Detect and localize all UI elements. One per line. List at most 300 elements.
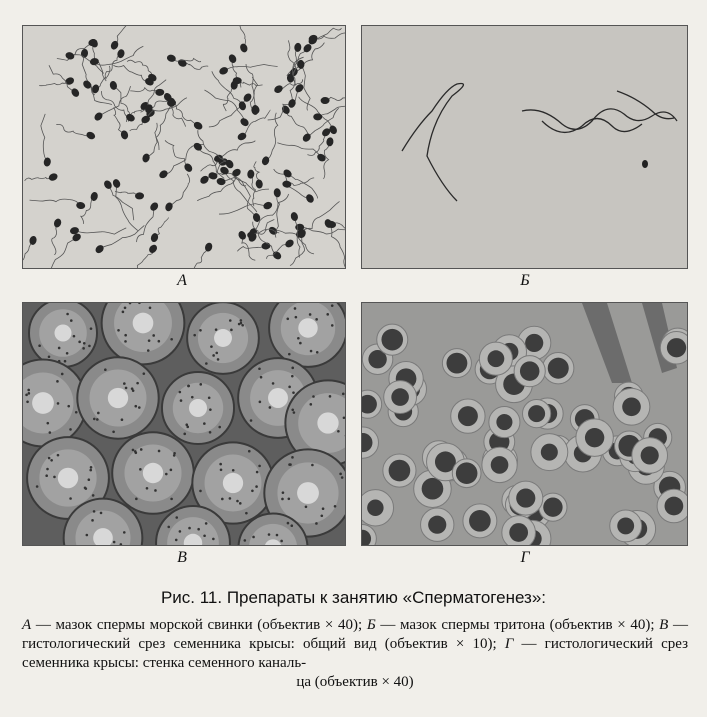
- nucleus-dot: [315, 318, 318, 321]
- sperm-head: [102, 179, 113, 190]
- legend-a-text: — мазок спермы морской свинки (объектив × 40);: [31, 617, 367, 633]
- nucleus-dot: [309, 313, 312, 316]
- nucleus-dot: [250, 419, 253, 422]
- nucleus-dot: [27, 389, 30, 392]
- nucleus-dot: [49, 431, 52, 434]
- nucleus-dot: [203, 422, 206, 425]
- nucleus-dot: [136, 382, 139, 385]
- nucleus-dot: [170, 338, 173, 341]
- sperm-tail: [318, 106, 345, 117]
- nucleus-dot: [140, 448, 143, 451]
- sperm-tail: [52, 223, 58, 255]
- nucleus-dot: [135, 498, 138, 501]
- nucleus-dot: [45, 474, 48, 477]
- sperm-tail: [286, 110, 308, 134]
- sperm-smear-newt: [362, 26, 687, 268]
- nucleus-dot: [90, 466, 93, 469]
- seminiferous-tubule-wall: [362, 303, 687, 545]
- nucleus-dot: [282, 491, 285, 494]
- sperm-tail: [169, 174, 190, 207]
- nucleus-dot: [312, 395, 315, 398]
- sperm-head: [192, 120, 203, 131]
- nucleus-dot: [256, 471, 259, 474]
- sperm-tail: [204, 90, 244, 122]
- nucleus-dot: [57, 454, 60, 457]
- sperm-tail: [113, 65, 149, 81]
- newt-sperm: [402, 84, 463, 202]
- nucleus-dot: [197, 528, 200, 531]
- nucleus-dot: [288, 498, 291, 501]
- nucleus-dot: [147, 349, 150, 352]
- nucleus-dot: [329, 395, 332, 398]
- nucleus-dot: [232, 469, 235, 472]
- nucleus-dot: [132, 449, 135, 452]
- nucleus-dot: [331, 304, 334, 307]
- sperm-head: [216, 177, 226, 186]
- nucleus-dot: [125, 387, 128, 390]
- sperm-head: [70, 87, 81, 98]
- nucleus-dot: [158, 450, 161, 453]
- nucleus-dot: [48, 457, 51, 460]
- nucleus-dot: [297, 337, 300, 340]
- nucleus-dot: [89, 469, 92, 472]
- nucleus-dot: [188, 527, 191, 530]
- nucleus-dot: [83, 342, 86, 345]
- sperm-tail: [224, 64, 278, 70]
- cell-nucleus: [525, 334, 543, 352]
- nucleus-dot: [93, 418, 96, 421]
- nucleus-dot: [173, 452, 176, 455]
- sperm-head: [237, 230, 247, 241]
- sperm-head: [112, 178, 122, 189]
- sperm-head: [199, 174, 210, 185]
- legend-v-letter: В: [659, 617, 669, 633]
- nucleus-dot: [251, 489, 254, 492]
- nucleus-dot: [179, 530, 182, 533]
- sperm-head: [316, 152, 327, 163]
- nucleus-dot: [291, 367, 294, 370]
- nucleus-dot: [281, 498, 284, 501]
- nucleus-dot: [215, 328, 218, 331]
- sperm-head: [166, 54, 177, 63]
- nucleus-dot: [66, 313, 69, 316]
- nucleus-dot: [117, 329, 120, 332]
- sperm-smear-guinea-pig: [23, 26, 345, 268]
- nucleus-dot: [57, 402, 60, 405]
- nucleus-dot: [124, 340, 127, 343]
- nucleus-dot: [88, 478, 91, 481]
- nucleus-dot: [186, 426, 189, 429]
- sperm-head: [284, 238, 295, 249]
- sperm-head: [255, 179, 263, 189]
- sperm-head: [109, 80, 118, 90]
- nucleus-dot: [183, 433, 186, 436]
- panel-v-label: В: [177, 549, 187, 566]
- sperm-tail: [300, 227, 345, 234]
- nucleus-dot: [290, 524, 293, 527]
- nucleus-dot: [93, 510, 96, 513]
- tubule-lumen: [133, 313, 154, 334]
- cell-nucleus: [456, 462, 478, 484]
- nucleus-dot: [268, 533, 271, 536]
- nucleus-dot: [217, 358, 220, 361]
- nucleus-dot: [292, 391, 295, 394]
- sperm-head: [29, 235, 38, 245]
- sperm-tail: [219, 204, 268, 214]
- nucleus-dot: [191, 396, 194, 399]
- sperm-tail: [56, 124, 90, 136]
- nucleus-dot: [260, 376, 263, 379]
- sperm-tail: [156, 102, 172, 150]
- sperm-tail: [116, 183, 138, 230]
- nucleus-dot: [56, 380, 59, 383]
- sperm-head: [109, 40, 119, 51]
- nucleus-dot: [299, 342, 302, 345]
- nucleus-dot: [291, 456, 294, 459]
- nucleus-dot: [134, 450, 137, 453]
- sperm-head: [297, 60, 305, 70]
- figure-title: Рис. 11. Препараты к занятию «Сперматогенез»:: [160, 588, 547, 607]
- cell-nucleus: [469, 510, 491, 532]
- sperm-tail: [172, 100, 198, 125]
- nucleus-dot: [208, 396, 211, 399]
- nucleus-dot: [100, 512, 103, 515]
- nucleus-dot: [165, 473, 168, 476]
- sperm-head: [183, 162, 194, 173]
- sperm-tail: [41, 114, 47, 162]
- nucleus-dot: [320, 514, 323, 517]
- sperm-tail: [51, 237, 77, 268]
- sperm-head: [64, 51, 75, 61]
- nucleus-dot: [342, 393, 345, 396]
- nucleus-dot: [28, 392, 31, 395]
- nucleus-dot: [139, 468, 142, 471]
- tubule-lumen: [143, 463, 163, 483]
- nucleus-dot: [46, 468, 49, 471]
- nucleus-dot: [244, 539, 247, 542]
- cell-nucleus: [541, 444, 558, 461]
- nucleus-dot: [149, 306, 152, 309]
- sperm-head: [164, 201, 174, 212]
- sperm-head: [239, 42, 249, 53]
- nucleus-dot: [209, 431, 212, 434]
- nucleus-dot: [341, 476, 344, 479]
- cell-nucleus: [381, 329, 403, 351]
- nucleus-dot: [25, 394, 28, 397]
- nucleus-dot: [88, 345, 91, 348]
- nucleus-dot: [124, 334, 127, 337]
- cell-nucleus: [428, 516, 446, 534]
- nucleus-dot: [259, 401, 262, 404]
- sperm-tail: [253, 194, 288, 232]
- sperm-head: [238, 100, 247, 111]
- nucleus-dot: [236, 500, 239, 503]
- nucleus-dot: [167, 526, 170, 529]
- nucleus-dot: [64, 360, 67, 363]
- nucleus-dot: [46, 422, 49, 425]
- nucleus-dot: [180, 399, 183, 402]
- sperm-head: [262, 201, 273, 211]
- nucleus-dot: [124, 306, 127, 309]
- cell-nucleus: [367, 500, 383, 516]
- panel-g-image: [361, 302, 688, 546]
- sperm-tail: [105, 54, 121, 79]
- tubule-lumen: [317, 412, 338, 433]
- legend-g-letter: Г: [504, 636, 514, 652]
- nucleus-dot: [96, 418, 99, 421]
- tubule-lumen: [268, 388, 288, 408]
- sperm-head: [177, 58, 188, 68]
- sperm-tail: [74, 228, 126, 234]
- sperm-tail: [313, 29, 345, 39]
- nucleus-dot: [322, 507, 325, 510]
- nucleus-dot: [58, 347, 61, 350]
- cell-nucleus: [391, 388, 409, 406]
- sperm-tail: [39, 81, 70, 86]
- nucleus-dot: [240, 319, 243, 322]
- nucleus-dot: [154, 489, 157, 492]
- nucleus-dot: [238, 323, 241, 326]
- cell-nucleus: [488, 350, 505, 367]
- nucleus-dot: [122, 311, 125, 314]
- sperm-head: [43, 157, 52, 167]
- nucleus-dot: [205, 522, 208, 525]
- sperm-tail: [218, 141, 255, 159]
- cell-nucleus: [667, 338, 686, 357]
- nucleus-dot: [97, 412, 100, 415]
- sperm-tail: [108, 185, 134, 220]
- nucleus-dot: [48, 355, 51, 358]
- sperm-tail: [81, 196, 94, 223]
- sperm-head: [204, 242, 214, 253]
- nucleus-dot: [339, 473, 342, 476]
- sperm-head: [155, 89, 164, 96]
- nucleus-dot: [138, 406, 141, 409]
- nucleus-dot: [90, 327, 93, 330]
- cell-nucleus: [389, 460, 411, 482]
- nucleus-dot: [258, 367, 261, 370]
- tubule-lumen: [298, 318, 317, 337]
- tubule-lumen: [223, 473, 243, 493]
- nucleus-dot: [212, 538, 215, 541]
- tubule-lumen: [58, 468, 78, 488]
- nucleus-dot: [69, 497, 72, 500]
- sperm-head: [48, 172, 59, 182]
- sperm-head: [247, 169, 255, 179]
- nucleus-dot: [218, 426, 221, 429]
- cell-nucleus: [665, 497, 684, 516]
- sperm-head: [116, 48, 125, 58]
- nucleus-dot: [239, 502, 242, 505]
- nucleus-dot: [269, 406, 272, 409]
- nucleus-dot: [134, 405, 137, 408]
- nucleus-dot: [199, 329, 202, 332]
- cell-nucleus: [617, 517, 634, 534]
- nucleus-dot: [36, 485, 39, 488]
- nucleus-dot: [316, 351, 319, 354]
- nucleus-dot: [113, 541, 116, 544]
- tubule-lumen: [189, 399, 207, 417]
- nucleus-dot: [69, 428, 72, 431]
- nucleus-dot: [230, 329, 233, 332]
- nucleus-dot: [75, 411, 78, 414]
- sperm-tail: [98, 86, 130, 116]
- nucleus-dot: [179, 391, 182, 394]
- sperm-tail: [246, 64, 256, 109]
- sperm-tail: [146, 123, 157, 158]
- sperm-head: [227, 53, 237, 64]
- sperm-tail: [300, 201, 339, 233]
- nucleus-dot: [82, 347, 85, 350]
- cell-nucleus: [491, 456, 509, 474]
- tubule-lumen: [32, 392, 54, 414]
- nucleus-dot: [293, 411, 296, 414]
- nucleus-dot: [220, 468, 223, 471]
- sperm-head: [282, 168, 293, 179]
- sperm-head: [80, 48, 88, 58]
- sperm-tail: [253, 222, 277, 256]
- sperm-head: [120, 130, 129, 141]
- nucleus-dot: [252, 536, 255, 539]
- nucleus-dot: [92, 494, 95, 497]
- nucleus-dot: [193, 334, 196, 337]
- cell-nucleus: [446, 353, 467, 374]
- tubule-lumen: [214, 329, 232, 347]
- cell-nucleus: [548, 358, 569, 379]
- cell-nucleus: [528, 405, 545, 422]
- cell-nucleus: [585, 428, 604, 447]
- figure-legend: [22, 616, 688, 692]
- nucleus-dot: [255, 485, 258, 488]
- sperm-head: [267, 225, 278, 236]
- nucleus-dot: [294, 307, 297, 310]
- nucleus-dot: [67, 405, 70, 408]
- sperm-tail: [288, 173, 318, 198]
- nucleus-dot: [66, 352, 69, 355]
- sperm-tail: [70, 55, 104, 74]
- nucleus-dot: [86, 534, 89, 537]
- nucleus-dot: [295, 316, 298, 319]
- nucleus-dot: [337, 430, 340, 433]
- sperm-head: [85, 130, 96, 140]
- nucleus-dot: [248, 450, 251, 453]
- nucleus-dot: [199, 490, 202, 493]
- debris-particle: [642, 160, 648, 168]
- panel-v-image: [22, 302, 346, 546]
- nucleus-dot: [280, 540, 283, 543]
- nucleus-dot: [170, 469, 173, 472]
- nucleus-dot: [170, 498, 173, 501]
- nucleus-dot: [70, 319, 73, 322]
- cell-nucleus: [458, 406, 478, 426]
- nucleus-dot: [215, 352, 218, 355]
- sperm-head: [141, 153, 151, 164]
- cell-nucleus: [516, 489, 535, 508]
- sperm-head: [158, 169, 169, 180]
- nucleus-dot: [146, 487, 149, 490]
- nucleus-dot: [276, 534, 279, 537]
- nucleus-dot: [286, 317, 289, 320]
- legend-b-letter: Б: [366, 617, 376, 633]
- sperm-head: [301, 132, 312, 143]
- sperm-head: [273, 84, 284, 95]
- nucleus-dot: [203, 534, 206, 537]
- nucleus-dot: [331, 324, 334, 327]
- testis-section-overview: [23, 303, 345, 545]
- nucleus-dot: [175, 539, 178, 542]
- nucleus-dot: [291, 408, 294, 411]
- tubule-lumen: [54, 324, 71, 341]
- sperm-head: [305, 193, 316, 204]
- nucleus-dot: [205, 362, 208, 365]
- sperm-tail: [30, 199, 81, 205]
- nucleus-dot: [26, 401, 29, 404]
- panel-a-label: А: [177, 272, 187, 289]
- nucleus-dot: [241, 324, 244, 327]
- cell-nucleus: [520, 361, 540, 381]
- sperm-head: [93, 111, 104, 122]
- sperm-head: [53, 218, 63, 229]
- nucleus-dot: [148, 339, 151, 342]
- nucleus-dot: [38, 344, 41, 347]
- cell-nucleus: [641, 446, 659, 464]
- nucleus-dot: [53, 476, 56, 479]
- sperm-tail: [165, 140, 188, 167]
- nucleus-dot: [61, 373, 64, 376]
- sperm-head: [135, 192, 144, 200]
- sperm-tail: [277, 143, 321, 158]
- legend-last-line: ца (объектив × 40): [296, 674, 414, 690]
- nucleus-dot: [326, 313, 329, 316]
- sperm-head: [251, 104, 261, 115]
- nucleus-dot: [187, 385, 190, 388]
- nucleus-dot: [104, 368, 107, 371]
- nucleus-dot: [84, 486, 87, 489]
- nucleus-dot: [287, 522, 290, 525]
- nucleus-dot: [219, 463, 222, 466]
- nucleus-dot: [199, 383, 202, 386]
- nucleus-dot: [123, 531, 126, 534]
- sperm-head: [261, 155, 271, 166]
- nucleus-dot: [209, 408, 212, 411]
- sperm-head: [273, 188, 281, 198]
- nucleus-dot: [212, 354, 215, 357]
- sperm-head: [192, 141, 203, 152]
- nucleus-dot: [305, 505, 308, 508]
- nucleus-dot: [152, 334, 155, 337]
- nucleus-dot: [91, 519, 94, 522]
- nucleus-dot: [309, 403, 312, 406]
- sperm-head: [290, 211, 299, 222]
- panel-b-image: [361, 25, 688, 269]
- nucleus-dot: [158, 340, 161, 343]
- nucleus-dot: [288, 353, 291, 356]
- nucleus-dot: [50, 459, 53, 462]
- legend-v-text: — гистологический срез семенника крысы: общий вид (объектив × 10);: [22, 617, 689, 652]
- sperm-tail: [251, 174, 256, 206]
- nucleus-dot: [288, 386, 291, 389]
- nucleus-dot: [258, 465, 261, 468]
- sperm-head: [149, 201, 160, 212]
- legend-a-letter: А: [22, 617, 32, 633]
- tubule-lumen: [108, 388, 128, 408]
- panel-b-label: Б: [520, 272, 530, 289]
- tubule-lumen: [297, 482, 319, 504]
- sperm-head: [313, 113, 322, 120]
- nucleus-dot: [132, 389, 135, 392]
- sperm-head: [150, 232, 159, 243]
- legend-b-text: — мазок спермы тритона (объектив × 40);: [375, 617, 660, 633]
